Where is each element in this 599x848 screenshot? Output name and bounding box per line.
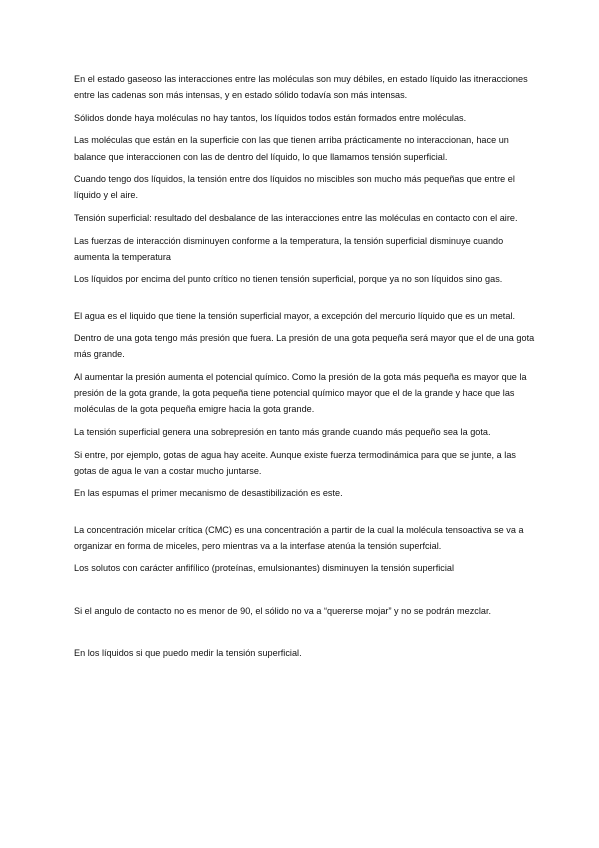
paragraph: Sólidos donde haya moléculas no hay tantos, los líquidos todos están formados entre moléculas. xyxy=(74,112,467,123)
paragraph: Tensión superficial: resultado del desbalance de las interacciones entre las moléculas en contacto con el aire. xyxy=(74,212,518,223)
paragraph: Dentro de una gota tengo más presión que fuera. La presión de una gota pequeña será mayor que el de una gota más grande. xyxy=(74,333,535,360)
document-body xyxy=(74,71,536,667)
paragraph: Si el angulo de contacto no es menor de 90, el sólido no va a “quererse mojar” y no se podrán mezclar. xyxy=(74,605,492,616)
paragraph: En las espumas el primer mecanismo de desastibilización es este. xyxy=(74,488,343,499)
paragraph: Los solutos con carácter anfifílico (proteínas, emulsionantes) disminuyen la tensión superficial xyxy=(74,563,455,574)
paragraph: Al aumentar la presión aumenta el potencial químico. Como la presión de la gota más pequeña es mayor que la presión de la gota grande, la gota pequeña tiene potencial químico mayor que el de la grande y hace que las moléculas de la gota pequeña emigre hacia la gota grande. xyxy=(74,371,527,415)
paragraph: El agua es el liquido que tiene la tensión superficial mayor, a excepción del mercurio líquido que es un metal. xyxy=(74,310,516,321)
paragraph: Los líquidos por encima del punto crítico no tienen tensión superficial, porque ya no son líquidos sino gas. xyxy=(74,274,503,285)
paragraph: Las moléculas que están en la superficie con las que tienen arriba prácticamente no interaccionan, hace un balance que interaccionen con las de dentro del líquido, lo que llamamos tensión superficial. xyxy=(74,135,509,162)
paragraph: En el estado gaseoso las interacciones entre las moléculas son muy débiles, en estado líquido las itneracciones entre las cadenas son más intensas, y en estado sólido todavía son más intensas. xyxy=(74,74,528,101)
paragraph: La tensión superficial genera una sobrepresión en tanto más grande cuando más pequeño sea la gota. xyxy=(74,426,491,437)
paragraph: En los líquidos si que puedo medir la tensión superficial. xyxy=(74,647,302,658)
paragraph: Cuando tengo dos líquidos, la tensión entre dos líquidos no miscibles son mucho más pequeñas que entre el líquido y el aire. xyxy=(74,174,515,201)
paragraph: La concentración micelar crítica (CMC) es una concentración a partir de la cual la molécula tensoactiva se va a organizar en forma de miceles, pero mientras va a la interfase atenúa la tensión superfcial. xyxy=(74,524,524,551)
paragraph: Si entre, por ejemplo, gotas de agua hay aceite. Aunque existe fuerza termodinámica para que se junte, a las gotas de agua le van a costar mucho juntarse. xyxy=(74,449,516,476)
paragraph: Las fuerzas de interacción disminuyen conforme a la temperatura, la tensión superficial disminuye cuando aumenta la temperatura xyxy=(74,235,504,262)
